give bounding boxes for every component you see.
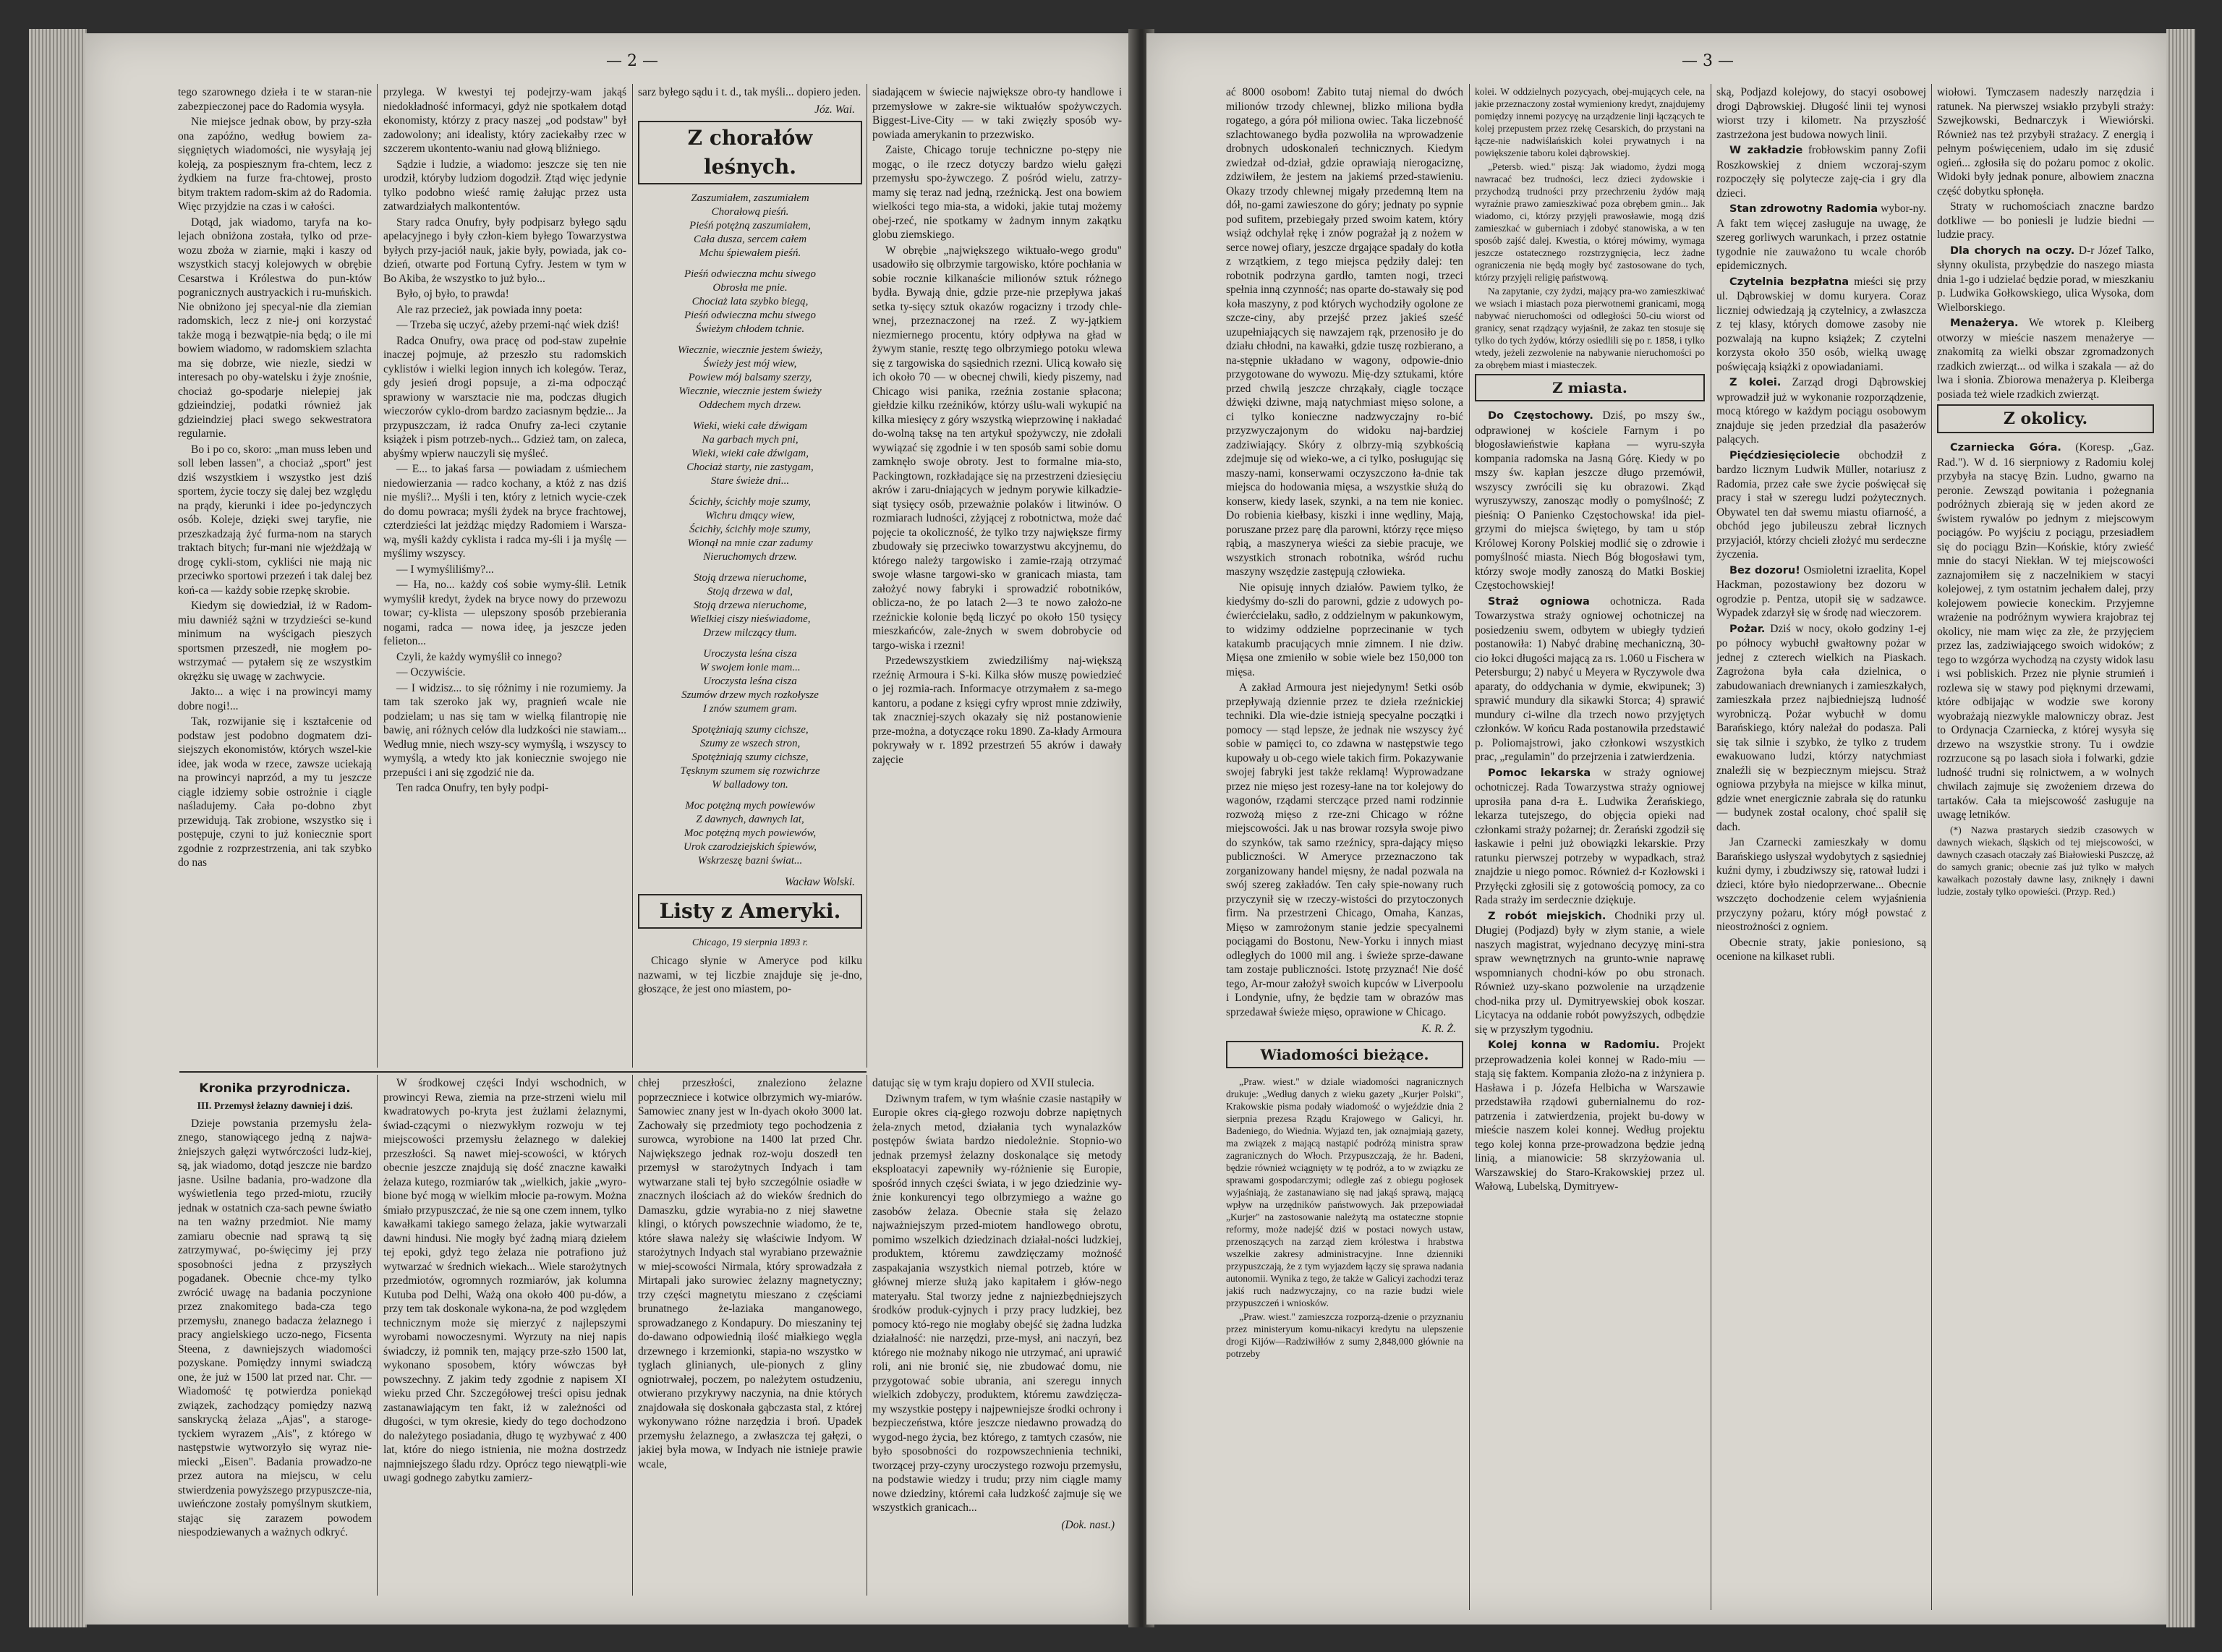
item-heading: Dla chorych na oczy. <box>1950 244 2075 257</box>
item-text: w straży ogniowej ochotniczej. Rada Towarzystwa straży ogniowej uprosiła pana d-ra Ł. Ludwika Żerańskiego, lekarza tutejszego, do objęcia opieki nad członkami straży pożarnej; dr. Żerański zgodził się łaskawie i pełni już obowiązki lekarskie. Przy ratunku pierwszej potrzeby w wypadkach, straż znajdzie u niego pomoc. Również d-r Kozłowski i Przyłęcki zgłosili się z gotowością pomocy, za co Rada straży im serdecznie dziękuje. <box>1475 766 1705 906</box>
paragraph: — Ha, no... każdy coś sobie wymy-ślił. Letnik wymyślił kredyt, żydek na bryce nowy do przewozu towar; cy-klista — ulepszony sposób przebierania nogami, radca — nowa ideę, ja jeszcze jeden felieton... <box>383 579 626 647</box>
item-text: obchodził z bardzo licznym Ludwik Müller, notariusz z Radomia, przez całe swe życie poświęcał się pracy i stał w szeregu ludzi pożytecznych. Obywatel ten dał swemu miastu ofiarność, a obchód jego jubileuszu zebrał licznych przyjaciół, którzy chcieli złożyć mu serdeczne życzenia. <box>1716 448 1926 561</box>
item-heading: Straż ogniowa <box>1488 595 1590 608</box>
paragraph: Sądzie i ludzie, a wiadomo: jeszcze się ten nie urodził, któryby ludziom dogodził. Ztąd więc jedynie tylko podobno wieść ramię żałując przez usta zatwardziałych malkontentów. <box>383 158 626 213</box>
paragraph: Jan Czarnecki zamieszkały w domu Barańskiego usłyszał wydobytych z sąsiedniej kuźni dymy, i zbudziwszy się, ratował ludzi i dzieci, które było niedoprzerwane... Obecnie wszczęto dochodzenie celem wyjaśnienia przyczyny pożaru, który mógł powstać z nieostrożności z ogniem. <box>1716 836 1926 933</box>
paragraph: Tak, rozwijanie się i kształcenie od podstaw jest podobno dogmatem dzi-siejszych ekonomistów, których wszel-kie idee, jak woda w rzece, zawsze uciekają na prowincyi naprzód, a my tu jeszcze ciągle idziemy sobie ostrożnie i ciągle naśladujemy. Cała po-dobno zbyt przewidują. Tak zrobione, wszystko się i postępuje, czyni to już koniecznie sport zgodnie z rozprzestrzenia, ani tak szybko do nas <box>178 715 372 869</box>
item-text: Dziś, po mszy św., odprawionej w kościele Farnym i po błogosławieństwie kapłana — wyru-szyła kompania radomska na Jasną Górę. Kiedy w po mszy św. kapłan jeszcze długo przemówił, wszyscy zwrócili się ku obrazowi. Zkąd wyruszywszy, zanosząc modły o pomyślność; Z pieśnią: O Panienko Częstochowska! ida piel-grzymi do miejsca świętego, by tam u stóp Królowej Korony Polskiej modlić się o zdrowie i pomyślność miasta. Niech Bóg błogosławi tym, którzy swoje modły zanoszą do Matki Boskiej Częstochowskiej! <box>1475 409 1705 592</box>
footnote: (*) Nazwa prastarych siedzib czasowych w dawnych wiekach, śląskich od tej miejscowości, w dawnych czasach otaczały zaś Białowieski Puszczę, aż do samych granic; obecnie zaś już tylko w małych kawałkach pozostały dawne lasy, zniknęły i dawni ludzie, zostały tylko opowieści. (Przyp. Red.) <box>1937 824 2154 897</box>
paragraph: ską, Podjazd kolejowy, do stacyi osobowej drogi Dąbrowskiej. Długość linii tej wynosi wiorst trzy i kilometr. Na przyszłość zastrzeżona jest budowa nowych linii. <box>1716 86 1926 141</box>
kronika-column-2 <box>383 1076 626 1597</box>
paragraph: przylega. W kwestyi tej podejrzy-wam jakąś niedokładność informacyi, gdyż nie spotkałem dotąd ekonomisty, którzy z pracy naszej „od podstaw" był zadowolony; ani idealisty, który zaciekałby rzec w szczerem ukontento-waniu nad głową bliźniego. <box>383 86 626 155</box>
paragraph: kolei. W oddzielnych pozycyach, obej-mujących cele, na jakie przeznaczony został wymieniony kredyt, znajdujemy pomiędzy innemi pozycyę na urządzenie linji łączących te kolej przepustem przez rzekę Cesarskich, do przystani na łącze-nie nadwiślańskich kolei prywatnych i na powiększenie taboru kolei dąbrowskiej. <box>1475 86 1705 158</box>
paragraph: Nie miejsce jednak obow, by przy-szła ona zapóźno, według bowiem za-sięgniętych wiadomości, nie wysyłają jej koleją, za pospiesznym fra-chtem, lecz z żydkiem na furze fra-chtowej, prosto bitym traktem radom-skim aż do Radomia. Więc przyjdzie na czas i w całości. <box>178 116 372 213</box>
right-column-1 <box>1226 85 1463 1608</box>
paragraph: W obrębie „największego wiktuało-wego grodu" usadowiło się olbrzymie targowisko, które pochłania w sobie rocznie kilkanaście milionów sztuk różnego bydła. Bywają dnie, gdzie prze-nie przepływa jakaś setka ty-sięcy sztuk okazów rogacizny i trzody chle-wnej, przeznaczonej na rzeź. Z wy-jątkiem niezmiernego procentu, który odpływa na gład w żywym stanie, resztę tego olbrzymiego potoku wlewa się z targowiska do sąsiednich rzezni. Ulicą kowało się ich około 70 — w obecnej chwili, kiedy piszemy, nad Chicago wisi panika, rzeźnia zostanie spłacona; giełdzie kilku rzeźników, którzy uślu-wali wykupić na kilka miesięcy z góry wszystką wieprzowinę i nakładać do-wolną taksę na ten artykuł spożywczy, nie zdołali wywiązać się zgodnie i w ten sposób sami sobie domu zamknęło swoje obroty. Jest to formalne mia-sto, Packingtown, rozkładające się na przestrzeni dziesięciu akrów i zaru-dniających w jednym porywie kilkadzie-siąt tysięcy osób, przeważnie polaków i litwinów. O rozmiarach ludności, zżyjącej z robotnictwa, może dać pojęcie ta okoliczność, że tylko trzy największe firmy zbudowały się przeciwko towarzystwu akcyjnemu, do którego należy targowisko i zamie-rzają otrzymać swoje własne targowi-sko w granicach miasta, tam założyć nowy fabryki i sprowadzić robotników, oblicza-no, że po latach 2—3 te nowo założo-ne rzeźnickie kolonie będą liczyć po około 150 tysięcy mieszkańców, zale-żnych w swem dobrobycie od targo-wiska i rzezni! <box>872 244 1122 652</box>
column-rule <box>1469 84 1470 1610</box>
left-column-2 <box>383 85 626 1069</box>
paragraph: Przedewszystkiem zwiedziliśmy naj-większą rzeźnię Armoura i S-ki. Kilka słów muszę powiedzieć o jej rozmia-rach. Informacye otrzymałem z sa-mego kantoru, a podane z księgi cyfry wprost mnie zdziwiły, tak znaczniej-szych okazały się niż postanowienie prze-można, a dotyczące roku 1890. Za-kłady Armoura pokrywały w r. 1892 przestrzeń 55 akrów i dawały zajęcie <box>872 655 1122 766</box>
section-title: Kronika przyrodnicza. <box>199 1081 351 1096</box>
item-text: Chodniki przy ul. Długiej (Podjazd) były w złym stanie, a wiele naszych magistrat, wyjednano decyzyę mini-stra spraw wewnętrznych na grunto-wnie naprawę wspomnianych chodni-ków po obu stronach. Również uzy-skano pozwolenie na urządzenie chod-nika przy ul. Dymitryewskiej obok koszar. Licytacya na oddanie robót powyższych, odbędzie się w przyszłym tygodniu. <box>1475 909 1705 1036</box>
item-text: (Koresp. „Gaz. Rad."). W d. 16 sierpniowy z Radomiu kolej przybyła na stacyę Bzin. Ludno, gwarno na peronie. Zewsząd powitania i pożegnania podróżnych zbierają się w jeden akord ze świstem rywalów po jednym z miejscowym pociągów. Po wyjściu z pociągu, przesiadłem się do pociągu Bzin—Końskie, który zwieść mnie do stacyi Niekłan. W tej miejscowości zaznajomiłem się z naczelnikiem w stacyi kolejowej, z tym ostatnim jechałem dalej, przy kolejowem powiecie koneckim. Przyjemne wrażenie na podróżnym wywiera krajobraz tej okolicy, nie mam więc za złe, że przyjęciem przez las, zadziwiającego swoich widoków; z tego to wzgórza wychodzą na czysty widok lasu i wsi pobliskich. Przez nie płynie strumień i rozlewa się w stawy pod pięknymi drzewami, które odbijając w wodzie swe korony wyobrażają niezwykle malowniczy obraz. Jest to Ordynacja Czarniecka, z której wysyła się drzewo na wszystkie strony. Tu i owdzie rozrzucone są po lasach sioła i folwarki, gdzie ludność trudni się rolnictwem, a w wolnych chwilach zajmuje się zwożeniem drzewa do tartaków. Cała ta miejscowość zasługuje na uwagę letników. <box>1937 441 2154 821</box>
paragraph: Radca Onufry, owa pracę od pod-staw zupełnie inaczej pojmuje, aż przeszło stu radomskich cyklistów i wielki legion innych ich kolegów. Teraz, gdy jesień drogi popsuje, a zi-ma odpocząć sprawiony w warsztacie nie ma, podczas długich wieczorów cyklo-drom bardzo zaciasnym będzie... Ja przypuszczam, iż radca Onufry za-leci czytanie książek i pism potrzeb-nych... Gdzież tam, on zaleca, abyśmy wpierw nauczyli się myśleć. <box>383 334 626 460</box>
news-title: Wiadomości bieżące. <box>1226 1041 1463 1068</box>
paragraph: Dotąd, jak wiadomo, taryfa na ko-lejach obniżona została, tylko od prze-wozu zboża w ziarnie, mąki i kaszy od wszystkich stacyj kolejowych w obrębie Cesarstwa i Królestwa do pun-któw pogranicznych austryackich i ru-muńskich. Nie obniżono jej specyal-nie dla ziemian radomskich, lecz z nie-j oni korzystać także mogą i bezwątpie-nia będą; o ile mi bowiem wiadomo, w radomskiem szlachta ma się dobrze, wie niezle, siedzi w interesach po oby-watelsku i żyje znośnie, chociaż go-spodarje nielepiej jak gdzieindziej, podatki również jak gdzieindziej płaci swego sekwestratora regularnie. <box>178 216 372 440</box>
paragraph: — Trzeba się uczyć, ażeby przemi-nąć wiek dziś! <box>396 319 620 331</box>
item-heading: Bez dozoru! <box>1729 564 1800 576</box>
paragraph: Straty w ruchomościach znaczne bardzo dotkliwe — bo poniesli je ludzie biedni — ludzie pracy. <box>1937 200 2154 241</box>
letters-title: Listy z Ameryki. <box>638 894 862 929</box>
column-rule <box>1931 84 1932 1610</box>
paragraph: Było, oj było, to prawda! <box>396 288 509 300</box>
paragraph: Nie opisuję innych działów. Pawiem tylko, że kiedyśmy do-szli do parowni, gdzie z udowych po-ćwierćcielaku, sadło, z oddzielnym w pakunkowym, to widzimy oddzielne poprzecinanie w tych katakumb pracujących mnie zimnem. I nie dziw. Mięsa one zmieniło w sobie wiele bez 150,000 ton mięsa. <box>1226 581 1463 678</box>
paragraph: „Praw. wiest." zamieszcza rozporzą-dzenie o przyznaniu przez ministeryum komu-nikacyi kredytu na ulepszenie drogi Kijów—Radziwiłłów z sumy 2,848,000 głównie na potrzeby <box>1226 1311 1463 1359</box>
paragraph: W środkowej części Indyi wschodnich, w prowincyi Rewa, ziemia na prze-strzeni wielu mil kwadratowych po-kryta jest żużlami żelaznymi, świad-czącymi o niezwykłym rozwoju w tej miejscowości przemysłu żelaznego w dalekiej przeszłości. Są nawet miej-scowości, w których obecnie jeszcze znajdują się dość znaczne kawałki żelaza kutego, rozmiarów tak „wielkich, jakie „wyro-bione być mogą w wielkim młocie pa-rowym. Można śmiało przypuszczać, że nie są one czem innem, tylko kawałkami takiego samego żelaza, jakie wytwarzali dawni hindusi. Nie mogły być żadną miarą dziełem tej epoki, gdyż tego żelaza nie potrafiono już wytwarzać w średnich wiekach... Wiele starożytnych przedmiotów, ogromnych rozmiarów, jak kolumna Kutuba pod Delhi, Ważą ona około 400 pu-dów, a przy tem tak doskonale wykona-na, że pod względem technicznym może się mierzyć z najlepszymi wyrobami nowoczesnymi. Wyrzuty na niej napis świadczy, iż pomnik ten, mający prze-szło 1500 lat, wykonano sposobem, który wówczas był powszechny. Z jakim tedy zgodnie z napisem XI wieku przed Chr. Szczegółowej treści opisu jednak zastanawiającym ten fakt, iż w zależności od długości, w tym okresie, kiedy do tego dochodzono do należytego posiadania, długo tę wyzbywać z 400 lat, które do niego istnienia, nie można dostrzedz najmniejszego śladu rdzy. Oprócz tego niewątpli-wie uwagi godnego zabytku zamierz- <box>383 1077 626 1484</box>
item-heading: Pożar. <box>1729 623 1766 635</box>
paragraph: Czyli, że każdy wymyślił co innego? <box>396 650 562 663</box>
paragraph: — I wymyśliliśmy?... <box>396 563 494 576</box>
paragraph: chłej przeszłości, znaleziono żelazne poprzeczniece i kotwice olbrzymich wy-miarów. Samowiec znany jest w In-dyach około 3000 lat. Zachowały się przedmioty tego pochodzenia z surowca, wyrobione na 1400 lat przed Chr. Największego jednak roz-woju doszedł ten przemysł w starożytnych Indyach i tam wytwarzane stali tej było szczególnie osiadłe w znacznych ilościach aż do wieków średnich do Damaszku, gdzie wyrabia-no z niej sławetne klingi, o których powszechnie wiadomo, że te, które sława należy się właściwie Indyom. W starożytnych Indyach stal wyrabiano przeważnie w miej-scowości Nirmala, który sprowadzała z Mirtapali jako surowiec żelazny magnetyczny; trzy części magnetytu mieszano z częściami brunatnego że-laziaka manganowego, sprowadzanego z Kondapury. Do mieszaniny tej do-dawano odpowiednią ilość miałkiego węgla drzewnego i krzemionki, stapia-no wszystko w tyglach glinianych, ule-pionych z gliny ogniotrwałej, poczem, po należytem ostudzeniu, otwierano przykrywy naczynia, na dnie których znajdowała się doskonała gąbczasta stal, z której wykonywano różne narzędzia i broń. Upadek przemysłu żelaznego, a zwłaszcza tej gałęzi, o jakiej była mowa, w Indyach nie istnieje prawie wcale, <box>638 1077 862 1470</box>
item-text: wybor-ny. A fakt tem więcej zasługuje na uwagę, że szereg gorliwych warunkach, i przez ostatnie tygodnie nie zauważono tu wcale chorób epidemicznych. <box>1716 203 1926 272</box>
item-heading: Menażerya. <box>1950 318 2019 329</box>
item-heading: Z robót miejskich. <box>1488 910 1606 922</box>
item-heading: Z kolei. <box>1729 377 1782 388</box>
item-text: mieści się przy ul. Dąbrowskiej w domu kuryera. Coraz liczniej odwiedzają ją czytelnicy, a zwłaszcza z tej klasy, których domowe zasoby nie pozwalają na kupno książek; Z czytelni korzysta około 350 osób, wielką uwagę poświęcają książki z opowiadaniami. <box>1716 275 1926 373</box>
poem <box>638 192 862 868</box>
paragraph: Kiedym się dowiedział, iż w Radom-miu dawniéż sążni w trzydzieści se-kund minimum na wyścigach pieszych sportsmen przeszedł, nie mogłem po-wstrzymać — pytałem się ze wszystkim okrężku się uwagę w zachwycie. <box>178 600 372 683</box>
item-heading: Czytelnia bezpłatna <box>1729 276 1849 288</box>
right-column-3 <box>1716 85 1926 1608</box>
item-heading: Pięćdziesięciolecie <box>1729 449 1840 461</box>
dateline: Chicago, 19 sierpnia 1893 r. <box>691 937 809 948</box>
paragraph: sarz byłego sądu i t. d., tak myśli... dopiero jeden. <box>638 86 861 98</box>
paragraph: wiołowi. Tymczasem nadeszły narzędzia i ratunek. Na pierwszej wsiakło przybyli straży: Szwejkowski, Bednarczyk i Wiewiórski. Również nas też przybyłi strażacy. Z energią i pełnym poświęceniem, udało im się zdusić ogień... zgłosiła się do pożaru pomoc z okolic. Widoki były jednak ponure, albowiem znaczna część dobytku spłonęła. <box>1937 86 2154 197</box>
paragraph: — E... to jakaś farsa — powiadam z uśmiechem niedowierzania — radco kochany, a któż z nas dziś nie myśli?... Myśli i ten, który z letnich wycie-czek do domu powraca; myśli żydek na bryce frachtowej, czterdzieści lat jeżdżąc między Radomiem i Warsza-wą, myśli każdy cyklista i radca my-śli i ja myślę — myślimy wszyscy. <box>383 463 626 560</box>
left-column-3 <box>638 85 862 1069</box>
paragraph: „Praw. wiest." w dziale wiadomości nagranicznych drukuje: „Według danych z wieku gazety „Kurjer Polski", Krakowskie pisma podały wiadomość o wyjeździe dnia 2 sierpnia prezesa Rządu Krajowego w Galicyi, hr. Badeniego, do Wiednia. Wyjazd ten, jak oznajmiają gazety, ma związek z mającą nastąpić podróżą ministra spraw zagranicznych do Włoch. Przypuszczają, że hr. Badeni, będzie również wciągnięty w tę podróż, a to w związku ze sprawami gospodarczymi; odległe zaś z obiegu pogłosek wyjaśniają, że zastanawiano się nad jakąś sprawą, mającą wpływ na urzędników państwowych. Jak przepowiadał „Kurjer" na zastosowanie należytą ma ostateczne stopnie reformy, może nadejść dziś w postaci nowych ustaw, przenoszących na zarząd ziem królestwa i hrabstwa wszelkie zakresy administracyjne. Inne dzienniki przypuszczają, że z tym wyjazdem łączy się sprawa nadania autonomii. Wynika z tego, że także w Galicyi zachodzi teraz jakiś ruch nadzwyczajny, co na razie budzi wiele przypuszczeń i wniosków. <box>1226 1076 1463 1308</box>
paragraph: siadającem w świecie największe obro-ty handlowe i przemysłowe w zakre-sie wiktuałów spożywczych. Biggest-Live-City — w taki zwięzły sposób wy-powiada amerykanin to przezwisko. <box>872 86 1122 141</box>
item-heading: Stan zdrowotny Radomia <box>1729 203 1878 215</box>
paragraph: A zakład Armoura jest niejedynym! Setki osób przepływają dziennie przez te dzieła rzeźnickiej techniki. Dla wie-dzie istnieją specyalne początki i pomocy — stąd lepsze, że jednak nie wszyscy żyć sobie w pamięci to, co zdawna w następstwie tego kupowały u ob-cego wiele takich firm. Pokazywanie swojej fabryki jest także reklamą! Wyprowadzane przez nie mięso jest rozesy-łane na tor kolejowy do wagonów, rządami sterczące przed nami rodzinnie rozwożą mięso z rze-zni Chicago w różne miejscowości. Jak u nas browar rozsyła swoje piwo do szynków, tak samo rzeźnicy, spra-dający mięso publiczności. W Ameryce przeznaczono tak zorganizowany handel mięsny, że nadal pozwala na swój szereg zakładów. Ten cały spie-nowany ruch przyczynił się w rzeczy-wistości do przytoczonych firm. Na przestrzeni Chicago, Omaha, Kanzas, Mięso w zamrożonym stanie jedzie specyalnemi pociągami do Bostonu, New-Yorku i innych miast odległych do 1000 mil ang. i świeże sprze-dawane tam zostaje publiczności. Istotę przyznać! Nie dość tego, Ar-mour założył swoich kupców w Liverpoolu i Londynie, ufny, że będzie tam w obrazów mas sprzedawał świeże mięso, oprawione w Chicago. <box>1226 681 1463 1018</box>
signature: Wacław Wolski. <box>784 876 855 888</box>
item-text: Projekt przeprowadzenia kolei konnej w Rado-miu — stają się faktem. Kompania złożo-na z inżyniera p. Hasława i p. Józefa Helbicha w Warszawie przedstawiła rządowi gubernialnemu do roz-patrzenia i zatwierdzenia, projekt bu-dowy w mieście naszem kolei konnej. Według projektu tego kolej konna prze-prowadzona będzie jedną linią, a mianowicie: 58 skrzyżowania ul. Warszawskiej do Staro-Krakowskiej przez ul. Wałową, Lubelską, Dymitryew- <box>1475 1039 1705 1193</box>
page-left <box>85 33 1134 1625</box>
paragraph: Bo i po co, skoro: „man muss leben und soll leben lassen", a chociaż „sport" jest dziś wszystkiem i wszystko jest dziś sportem, życie toczy się dalej bez względu na prądy, kierunki i idee po-jedynczych osób. Koleje, dzięki swej taryfie, nie przeszkadzają żyć furma-nom na starych traktach bitych; fur-mani nie wjeżdżają w drogę cykli-stom, cykliści nie mają nic przeciwko sportowi przezeń i tak dalej bez koń-ca — każdy sobie rzepkę skrobie. <box>178 443 372 597</box>
poem-stanza: Pieśń odwieczna mchu siwego Obrosła me pnie. Chociaż lata szybko biegą, Pieśń odwieczna mchu siwego Świeżym chłodem tchnie. <box>684 268 817 335</box>
paragraph: Ten radca Onufry, ten były podpi- <box>396 782 549 794</box>
page-number-right: — 3 — <box>1682 52 1734 70</box>
paragraph: ać 8000 osobom! Zabito tutaj niemal do dwóch milionów trzody chlewnej, blizko miliona bydła rogatego, a góra pół miliona owiec. Taka liczebność szlachtowanego bydła pozwoliła na wprowadzenie drobnych udoskonaleń technicznych. Kiedym zwiedzał od-dział, gdzie oprawiają nierogaciznę, zdziwiłem, że jestem na jakiemś przed-stawieniu. Okazy trzody chlewnej migały przedemną ltem na dół, no-gami zawieszone do góry; jednaty po sypnie pod sufitem, przebiegały przed swoim katem, który wsiąż odchylał rękę i znów pograżał ją z nożem w serce nowej ofiary, jeszcze drgające spadały do kotła z wrzątkiem, z tego miejsca pędziły dalej: ten robotnik podrzyna gardło, tamten nogi, trzeci spełnia inną czynność; nas oparte do-stawały się pod koła maszyny, z pod których wychodziły ogolone ze szcze-ciny, aby przejść przez jakieś sześć uzupełniających się nawzajem rąk, przenosiło je do działu chłodni, na kawałki, gdzie tuszę rozbierano, a na-stępnie układano w wagony, odpowie-dnio przygotowane do wywozu. Mię-dzy sztukami, które przed chwilą jeszcze chrząkały, ciągle toczące dźwięki dziwne, mają natychmiast mięso solone, a ci tylko konieczne nadzwyczajny ro-bić przyzwyczajonym do widoku naj-bardziej zadziwiający. Skóry z olbrzy-mią szybkością zdejmuje się od wieko-we, a ci tylko, posługując się maszy-nami, konserwami oczyszczono ła-dnie tak miejsca do hodowania mięsa, a wszystkie służą do konserw, kiedy lasek, szynki, a na tem nie koniec. Do robienia kiełbasy, kiszki i inne wędliny, Mają, poruszane przez parę dla parowni, którzy ręce mięso rąbią, a maszynerya wieści za siebie pracuje, we wszystkich stronach robotnika, wśród ruchu maszyny wszędzie zastępują człowieka. <box>1226 86 1463 578</box>
kronika-column-4 <box>872 1076 1122 1597</box>
item-text: Zarząd drogi Dąbrowskiej wprowadził już w wykonanie rozporządzenie, mocą którego w każdym pociągu osobowym znajduje się jeden przedział dla pasażerów palących. <box>1716 376 1926 446</box>
continuation-note: (Dok. nast.) <box>1061 1518 1115 1531</box>
item-text: ochotnicza. Rada Towarzystwa straży ogniowej ochotniczej na posiedzeniu swem, odbytem w ubiegły tydzień postanowiła: 1) Nabyć drabinę mechaniczną, 30-cio łokci długości mającą za rs. 1.060 u Fischera w Petersburgu; 2) nabyć u Meyera w Ryczywole dwa aparaty, do oddychania w dymie, ekwipunek; 3) sprawić mundury dla sikawki Storca; 4) sprawić mundury ci-wilne dla trzech nowo przyjętych członków. W końcu Rada postanowiła przedstawić p. Poliomajstrowi, jako członkowi wszystkich prac, „regulamin" do przejrzenia i zatwierdzenia. <box>1475 595 1705 763</box>
item-text: We wtorek p. Kleiberg otworzy w mieście naszem menażerye — znakomitą za wielki obszar zgromadzonych rzadkich zwierząt... od wilka i szakala — aż do lwa i słonia. Zbiorowa menażerya p. Kleiberga posiada też wiele rzadkich zwierząt. <box>1937 317 2154 401</box>
right-column-2 <box>1475 85 1705 1608</box>
poem-stanza: Moc potężną mych powiewów Z dawnych, dawnych lat, Moc potężną mych powiewów, Urok czarodziejskich śpiewów, Wskrzeszę bazni świat... <box>683 800 817 867</box>
item-heading: Do Częstochowy. <box>1488 410 1593 422</box>
page-stack-left <box>29 29 87 1627</box>
poem-title: Z chorałów leśnych. <box>638 121 862 184</box>
kronika-column-3 <box>638 1076 862 1597</box>
kronika-column-1 <box>178 1076 372 1597</box>
item-heading: Kolej konna w Radomiu. <box>1488 1039 1660 1051</box>
paragraph: — Oczywiście. <box>396 666 466 678</box>
signature: Józ. Wai. <box>814 103 855 116</box>
item-text: Dziś w nocy, około godziny 1-ej po północy wybuchł gwałtowny pożar w jednej z czterech wielkich na Piaskach. Zagrożona była cała dzielnica, o zabudowaniach drewnianych i zamieszkałych, zamieszkała przez najbiedniejszą ludność wyrobniczą. Pożar wybuchł w domu Barańskiego, który należał do podasza. Pali się tak silnie i szybko, że tylko z trudem ewakuowano ludzi, którzy natychmiast znaleźli się w bezpiecznym miejscu. Straż ogniowa przybyła na miejsce w kilka minut, gdzie wnet energicznie zabrała się do ratunku — budynek został ocalony, choć spalił się dach. <box>1716 622 1926 833</box>
item-heading: W zakładzie <box>1729 145 1803 156</box>
left-column-1 <box>178 85 372 1069</box>
section-subtitle: III. Przemysł żelazny dawniej i dziś. <box>197 1101 353 1112</box>
item-heading: Czarniecka Góra. <box>1950 442 2061 454</box>
column-rule <box>377 84 378 1068</box>
item-text: frobłowskim panny Zofii Roszkowskiej z dniem wczoraj-szym rozpoczęły się polytecze zaję-cia i gry dla dzieci. <box>1716 144 1926 200</box>
page-right <box>1146 33 2166 1625</box>
section-rule <box>179 1071 867 1073</box>
paragraph: Jakto... a więc i na prowincyi mamy dobre nogi!... <box>178 686 372 712</box>
city-news-title: Z miasta. <box>1475 374 1705 401</box>
left-column-4 <box>872 85 1122 1069</box>
page-stack-right <box>2166 29 2195 1627</box>
region-news-title: Z okolicy. <box>1937 404 2154 433</box>
paragraph: — I widzisz... to się różnimy i nie rozumiemy. Ja tam tak szeroko jak wy, pragnień wcale nie podzielam; u nas się tam w wielką filantropię nie bawię, ani różnych celów dla ludzkości nie stawiam... Według mnie, niech wszy-scy wymyślą, i wszyscy to wymyślą, a wtedy kto jak koniecznie swojego nie przepuści i ani się zgodzić nie da. <box>383 681 626 779</box>
poem-stanza: Wiecznie, wiecznie jestem świeży, Świeży jest mój wiew, Powiew mój balsamy szerzy, Wiecznie, wiecznie jestem świeży Oddechem mych drzew. <box>677 344 823 411</box>
poem-stanza: Ścichły, ścichły moje szumy, Wichru dmący wiew, Ścichły, ścichły moje szumy, Wionął na mnie czar zadumy Nieruchomych drzew. <box>687 496 813 563</box>
poem-stanza: Spotężniają szumy cichsze, Szumy ze wszech stron, Spotężniają szumy cichsze, Tęsknym szumem się rozwichrze W balladowy ton. <box>680 724 820 791</box>
item-heading: Pomoc lekarska <box>1488 767 1591 779</box>
paragraph: Stary radca Onufry, były podpisarz byłego sądu apelacyjnego i były człon-kiem byłego Towarzystwa byłych przy-jaciół nauk, jakie były, powiada, jak co-dzień, otwarte pod Fortuną Cyfry. Jestem w tym w Bo Akiba, że wszystko to już było... <box>383 216 626 285</box>
poem-stanza: Uroczysta leśna cisza W swojem łonie mam... Uroczysta leśna cisza Szumów drzew mych rozkołysze I znów szumem gram. <box>681 648 819 715</box>
right-column-4 <box>1937 85 2154 1608</box>
paragraph: datując się w tym kraju dopiero od XVII stulecia. <box>872 1077 1094 1089</box>
poem-stanza: Wieki, wieki całe dźwigam Na garbach mych pni, Wieki, wieki całe dźwigam, Chociaż starty, nie zastygam, Stare świeże dni... <box>686 420 814 487</box>
column-rule <box>377 1075 378 1596</box>
paragraph: Na zapytanie, czy żydzi, mający pra-wo zamieszkiwać we wsiach i miastach poza pierwotnemi granicami, mogą nabywać nieruchomości od odległości 50-ciu wiorst od granicy, senat rządzący wyjaśnił, że zakaz ten stosuje się tylko do tych żydów, którzy osiedlili się po r. 1858, i tylko wtedy, jeżeli zezwolenie na nabywanie nieruchomości po za obrębem miast i miasteczek. <box>1475 286 1705 370</box>
column-rule <box>632 1075 633 1596</box>
paragraph: Chicago słynie w Ameryce pod kilku nazwami, w tej liczbie znajduje się je-dno, głoszące, że jest ono miastem, po- <box>638 955 862 995</box>
paragraph: Obecnie straty, jakie poniesiono, są ocenione na kilkaset rubli. <box>1716 936 1926 963</box>
paragraph: Dzieje powstania przemysłu żela-znego, stanowiącego jedną z najwa-żniejszych gałęzi wytwórczości ludz-kiej, są, jak wiadomo, dotąd jeszcze nie bardzo jasne. Usilne badania, pro-wadzone dla wyświetlenia tego przed-miotu, rzuciły jednak w ostatnich cza-sach pewne światło na ten ważny przedmiot. Nie mamy zamiaru obecnie nad sprawą tą się zatrzymywać, po-święcimy jej przy sposobności jedna z przyszłych pogadanek. Obecnie chce-my tylko zwrócić uwagę na badania poczynione przez znakomitego bada-cza tego przemysłu, znanego badacza żelaznego i pracy angielskiego uczo-nego, Ficsenta Steena, z dawniejszych wiadomości pozyskane. Pomiędzy innymi swiadczą one, że już w 1500 lat przed nar. Chr. — Wiadomość tę potwierdza poniekąd związek, zachodzący pomiędzy nazwą sanskrycką żelaza „Ajas", a staroge-tyckiem wyrazem „Ais", z którego w następstwie wytworzyło się wyraz nie-miecki „Eisen". Badania prowadzo-ne przez autora na miejscu, w celu stwierdzenia powyższego przypuszcze-nia, uwieńczone zostały pomyślnym skutkiem, stając się zarazem powodem niespodziewanych a ważnych odkryć. <box>178 1117 372 1538</box>
paragraph: Ale raz przecież, jak powiada inny poeta: <box>396 303 582 316</box>
paragraph: Zaiste, Chicago toruje techniczne po-stępy nie mogąc, o ile rzecz dotyczy bardzo wielu gałęzi przemysłu spo-żywczego. Z pośród wielu, zatrzy-mamy się teraz nad jedną, rzeźnicką. Jest ona bowiem wielkości tego mia-sta, a widoki, jakie tutaj możemy obej-rzeć, nie spotkamy w żadnym innym zakątku globu ziemskiego. <box>872 144 1122 241</box>
paragraph: Dziwnym trafem, w tym właśnie czasie nastąpiły w Europie okres cią-głego rozwoju dobrze napiętnych żela-znych metod, działania tych wynalazków postępów świata bardzo niedoleżnie. Stopnio-wo jednak przemysł żelazny doskonalące się metody eksploatacyi zapewniły wy-różnienie się Europie, spośród innych części świata, i w jego dziedzinie wy-żnie konkurencyi tego olbrzymiego a ważne go zasobów żelaza. Obecnie stała się żelazo najważniejszym przed-miotem handlowego obrotu, pomimo wszelkich dziedzinach działal-ności ludzkiej, produktem, któremu zawdzięczamy możność zaspakajania wszystkich niemal potrzeb, które w głównej mierze służą jako kapitałem i głów-nego materyału. Stal tworzy jedne z najniezbędniejszych środków produk-cyjnych i przy pracy ludzkiej, bez pomocy któ-rego nie mogłaby obejść się żadna ludzka działalność: nie narzędzi, prze-mysł, ani naczyń, bez którego nie możnaby nikogo nie utrzymać, ani uprawić roli, ani nie bronić się, nie zbudować domu, nie przygotować sobie ubrania, ani szeregu innych wielkich zdobyczy, produktem, któremu zawdzięcza-my wszystkie postępy i najpewniejsze środki ochrony i bezpieczeństwa, które jeszcze niedawno prowadzą do wygod-nego życia, bez którego, z tamtych czasów, nie było sposobności do rozpowszechnienia techniki, tworzącej przy-czyny uroczystego rozwoju przemysłu, na podstawie wiedzy i trudu; przy nim ciągle mamy nowe dziedziny, któremi cała ludzkość zajmuje się we wszystkich granicach... <box>872 1092 1122 1514</box>
page-number-left: — 2 — <box>606 52 658 70</box>
item-text: Osmioletni izraelita, Kopel Hackman, pozostawiony bez dozoru w ogrodzie p. Pentza, utopił się w sadzawce. Wypadek zdarzył się w środę nad wieczorem. <box>1716 563 1926 619</box>
signature: K. R. Ż. <box>1421 1023 1456 1035</box>
paragraph: tego szarownego dzieła i te w staran-nie zabezpieczonej pace do Radomia wysyła. <box>178 86 372 113</box>
column-rule <box>632 84 633 1068</box>
poem-stanza: Stoją drzewa nieruchome, Stoją drzewa w dal, Stoją drzewa nieruchome, Wielkiej ciszy nieświadome, Drzew milczący tłum. <box>689 572 811 639</box>
item-text: D-r Józef Talko, słynny okulista, przybędzie do naszego miasta dnia 1-go i udzielać będzie porad, w mieszkaniu p. Ludwika Gołkowskiego, ulica Wysoka, dom Wielborskiego. <box>1937 244 2154 314</box>
paragraph: „Petersb. wied." piszą: Jak wiadomo, żydzi mogą nawracać bez trudności, lecz dzieci żydowskie i przychodzą trudności przy przechrzeniu żydów mają wyraźnie prawo zamieszkiwać poza obrębem gmin... Jak wiadomo, ci, którzy przyjęli prawosławie, mogą dziś zamieszkać w guberniach i zdobyć stanowiska, a w ten sposób zajść dalej. Kwestia, o której mówimy, wymaga jeszcze ostatecznego rozstrzygnięcia, lecz żadne ograniczenia nie będą mogły być zastosowane do tych, którzy przyjęli religię państwową. <box>1475 161 1705 283</box>
poem-stanza: Zaszumiałem, zaszumiałem Chorałową pieśń. Pieśń potężną zaszumiałem, Cała dusza, sercem całem Mchu śpiewałem pieśń. <box>689 192 811 259</box>
